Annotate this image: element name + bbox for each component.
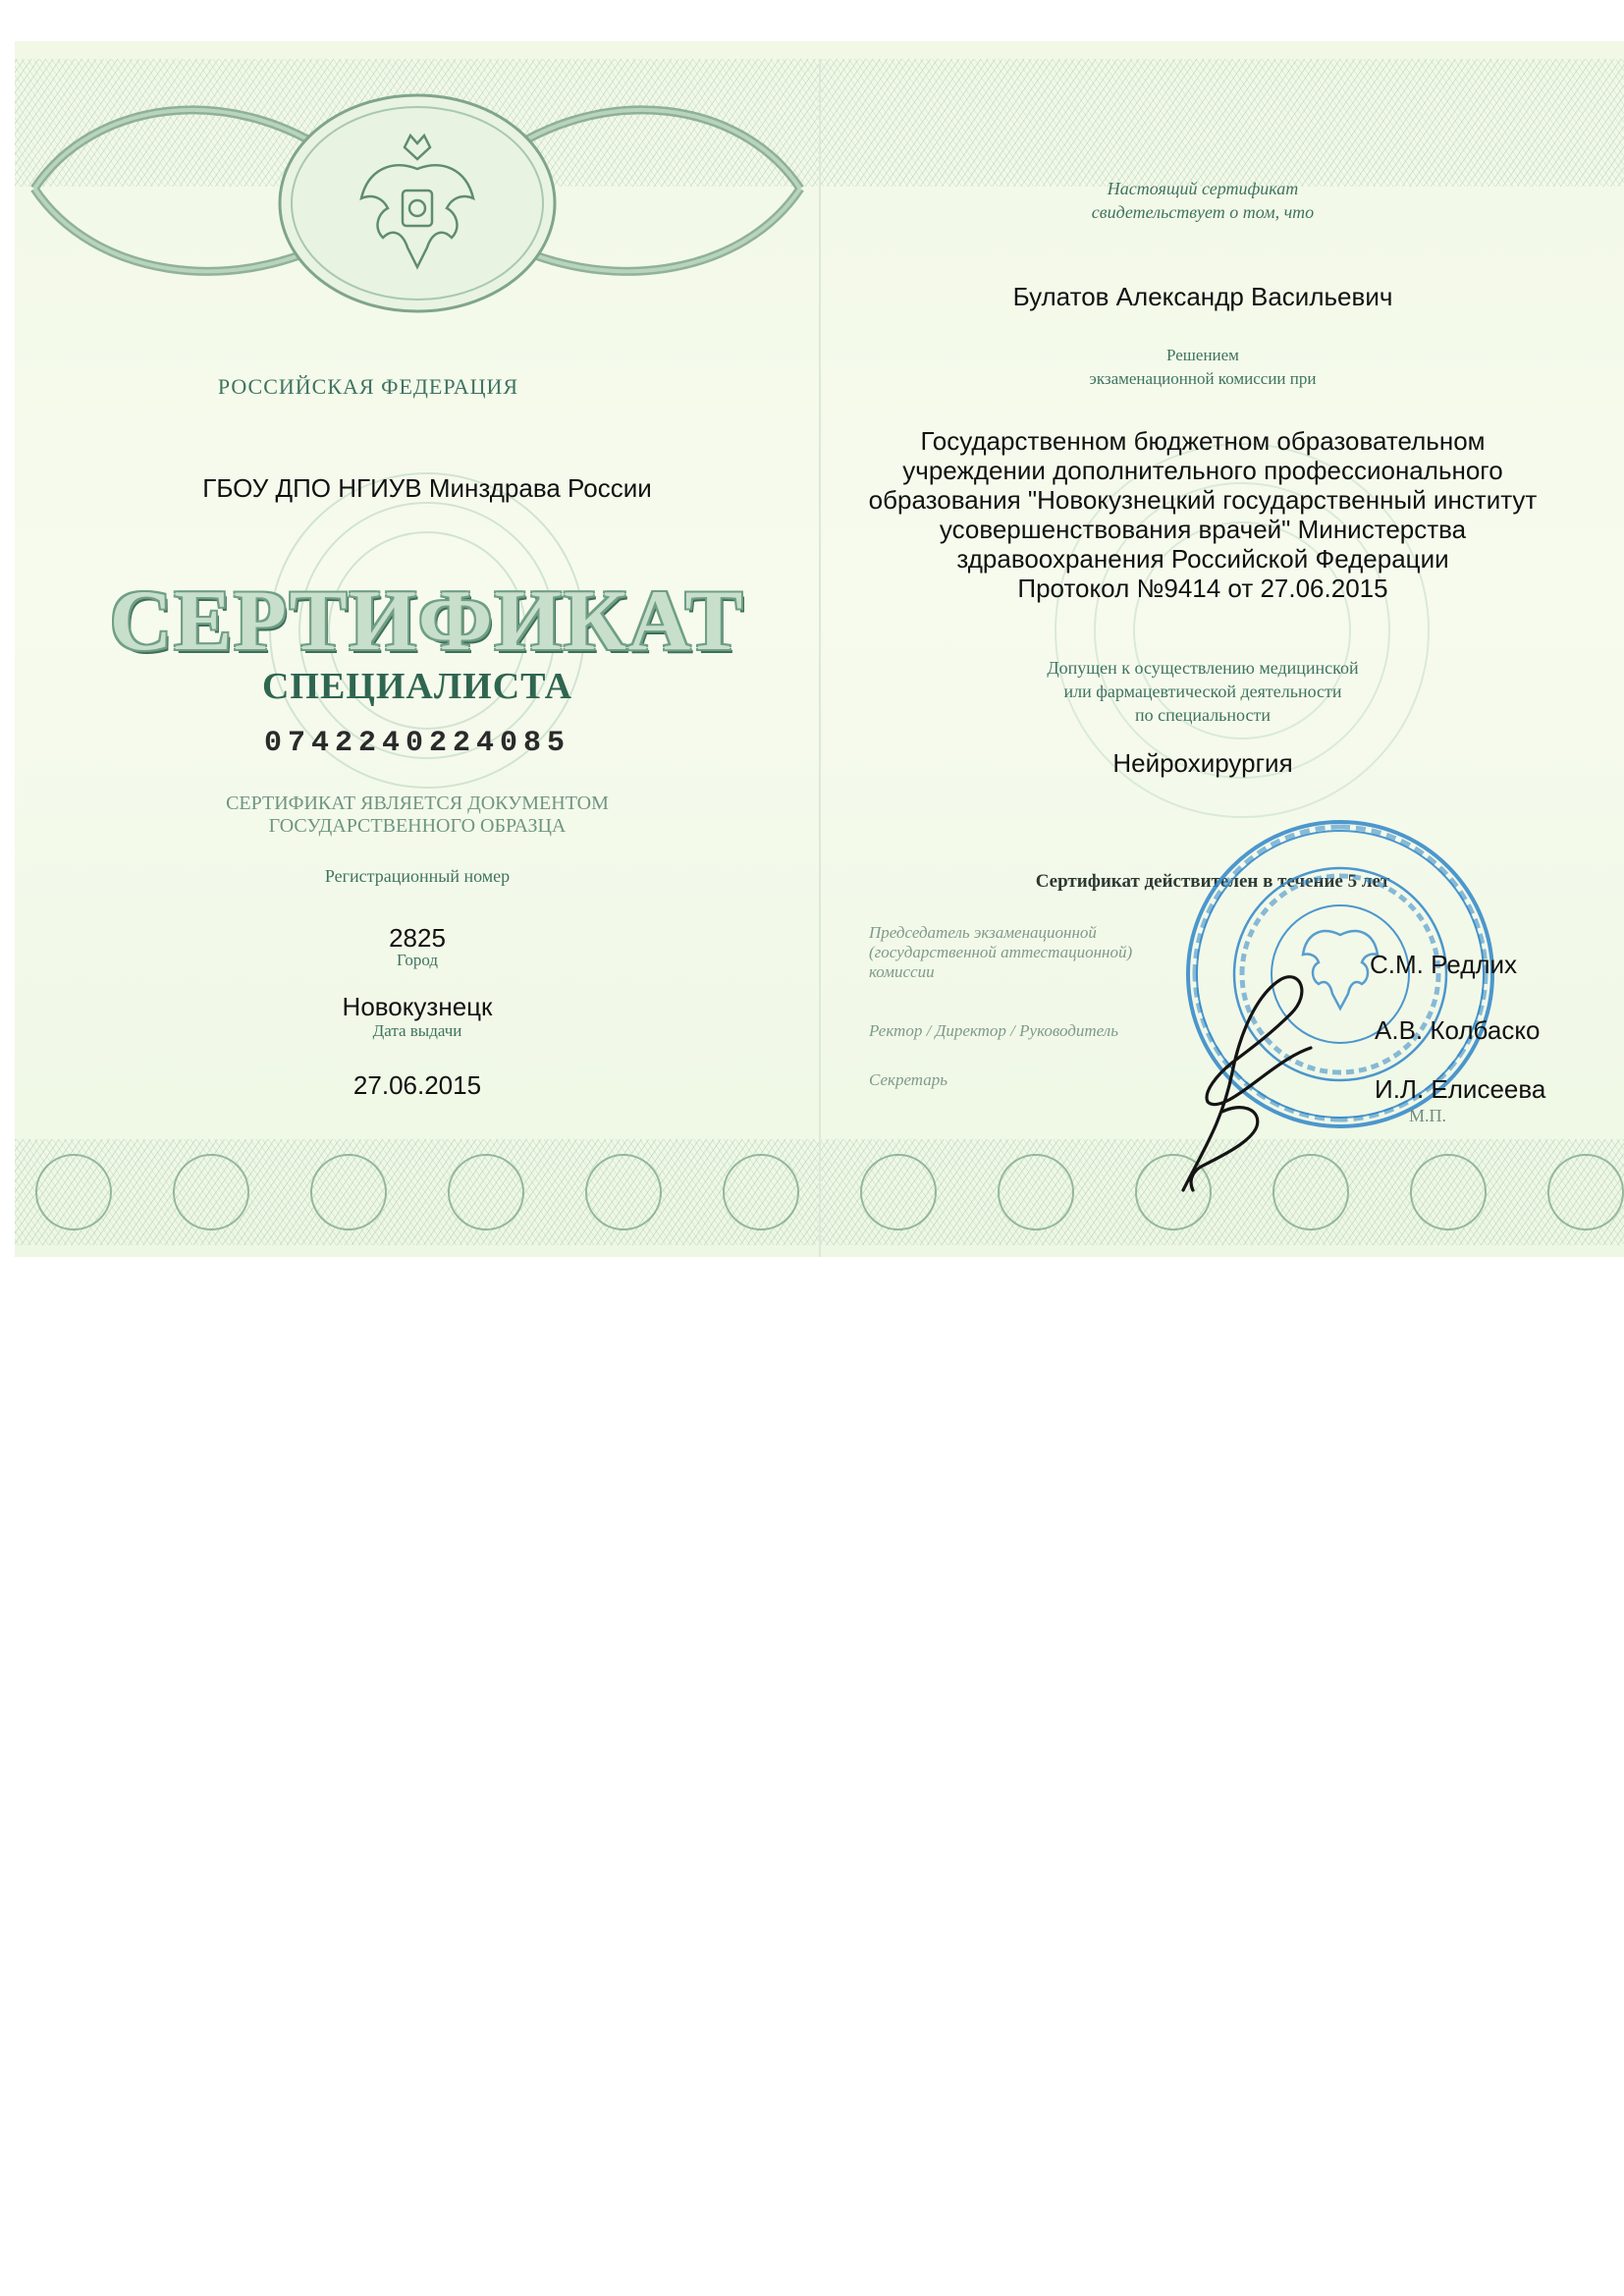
intro-line2: свидетельствует о том, что — [1091, 202, 1315, 222]
country-name: РОССИЙСКАЯ ФЕДЕРАЦИЯ — [217, 374, 519, 399]
admitted-line1: Допущен к осуществлению медицинской — [1047, 658, 1359, 678]
stamp-place-label: М.П. — [1409, 1106, 1447, 1125]
specialty: Нейрохирургия — [1112, 748, 1293, 778]
secretary-name: И.Л. Елисеева — [1375, 1074, 1546, 1104]
state-document-line2: ГОСУДАРСТВЕННОГО ОБРАЗЦА — [268, 815, 567, 837]
admitted-line2: или фармацевтической деятельности — [1063, 682, 1342, 701]
org-line: образования "Новокузнецкий государственный институт — [868, 485, 1538, 515]
city-value: Новокузнецк — [342, 992, 493, 1021]
certificate-spread — [15, 41, 1624, 1257]
coat-of-arms-icon — [353, 130, 481, 277]
state-document-line1: СЕРТИФИКАТ ЯВЛЯЕТСЯ ДОКУМЕНТОМ — [226, 793, 609, 814]
validity-text: Сертификат действителен в течение 5 лет — [1035, 871, 1390, 892]
org-line: здравоохранения Российской Федерации — [956, 544, 1449, 574]
serial-number: 0742240224085 — [263, 727, 571, 760]
admitted-line3: по специальности — [1135, 705, 1271, 725]
secretary-label: Секретарь — [869, 1070, 947, 1089]
protocol-line: Протокол №9414 от 27.06.2015 — [1017, 574, 1388, 603]
decision-line2: экзаменационной комиссии при — [1089, 369, 1317, 388]
organization-block — [830, 426, 1576, 603]
issue-date: 27.06.2015 — [352, 1070, 482, 1100]
chair-label-line: (государственной аттестационной) — [869, 943, 1133, 961]
chair-label-line: Председатель экзаменационной — [869, 923, 1097, 942]
chair-label-line: комиссии — [869, 962, 935, 981]
org-line: Государственном бюджетном образовательном — [920, 426, 1486, 456]
issue-date-label: Дата выдачи — [372, 1021, 462, 1040]
rector-label: Ректор / Директор / Руководитель — [869, 1021, 1118, 1040]
intro-line1: Настоящий сертификат — [1107, 179, 1299, 198]
rector-name: А.В. Колбаско — [1375, 1015, 1541, 1045]
decision-line1: Решением — [1166, 346, 1239, 364]
reg-number: 2825 — [389, 923, 446, 953]
certificate-title: СЕРТИФИКАТ — [109, 574, 745, 669]
reg-number-label: Регистрационный номер — [324, 866, 511, 886]
org-line: усовершенствования врачей" Министерства — [939, 515, 1467, 544]
institution-name: ГБОУ ДПО НГИУВ Минздрава России — [202, 473, 652, 503]
handwritten-signature — [1164, 955, 1330, 1200]
holder-name: Булатов Александр Васильевич — [1012, 282, 1393, 311]
city-label: Город — [397, 951, 438, 969]
org-line: учреждении дополнительного профессионального — [902, 456, 1503, 485]
chair-name: С.М. Редлих — [1370, 950, 1518, 979]
certificate-subtitle: СПЕЦИАЛИСТА — [261, 666, 573, 707]
